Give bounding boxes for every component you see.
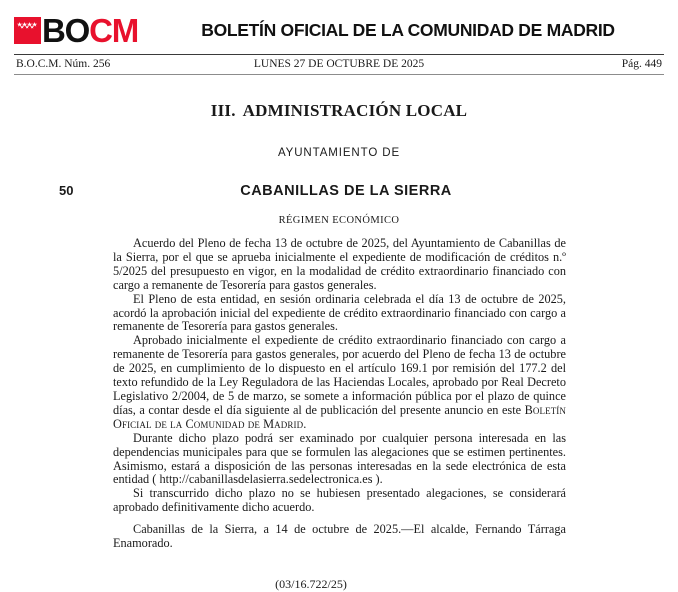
bulletin-name-reference: Boletín Oficial de la Comunidad de Madrid <box>113 402 566 431</box>
logo-text-bo: BO <box>42 11 90 49</box>
paragraph-2: El Pleno de esta entidad, en sesión ordinaria celebrada el día 13 de octubre de 2025, acordó la aprobación inicial del expediente de crédito extraordinario financiado con cargo a remanente de Tesorería para gastos generales. <box>113 291 566 334</box>
masthead <box>0 0 678 49</box>
madrid-flag-stars-icon <box>14 17 41 44</box>
paragraph-3 <box>113 334 566 431</box>
paragraph-1: Acuerdo del Pleno de fecha 13 de octubre de 2025, del Ayuntamiento de Cabanillas de la Sierra, por el que se aprueba inicialmente el expediente de modificación de créditos n.º 5/2025 del presupuesto en vigor, en la modalidad de crédito extraordinario financiado con cargo a remanente de Tesorería para gastos generales. <box>113 236 566 292</box>
entry-subject: RÉGIMEN ECONÓMICO <box>278 215 400 226</box>
paragraph-5: Si transcurrido dicho plazo no se hubiesen presentado alegaciones, se considerará aprobado definitivamente dicho acuerdo. <box>113 486 566 515</box>
header-rule-bottom <box>14 74 664 75</box>
entry-header <box>0 183 678 201</box>
paragraph-3-part-2: . <box>303 416 307 431</box>
running-head <box>14 55 664 74</box>
issue-number: B.O.C.M. Núm. 256 <box>16 58 111 70</box>
paragraph-3-part-1: Aprobado inicialmente el expediente de crédito extraordinario financiado con cargo a remanente de Tesorería para gastos generales, por acuerdo del Pleno de fecha 13 de octubre de 2025, en cumplimiento de lo dispuesto en el artículo 169.1 por remisión del 177.2 del texto refundido de la Ley Reguladora de las Haciendas Locales, aprobado por Real Decreto Legislativo 2/2004, de 5 de marzo, se somete a información pública por el plazo de quince días, a contar desde el día siguiente al de publicación del presente anuncio en este <box>113 333 566 417</box>
section-title-text: ADMINISTRACIÓN LOCAL <box>242 101 468 120</box>
logo-text-cm: CM <box>89 11 139 49</box>
document-reference-code: (03/16.722/25) <box>275 576 347 591</box>
paragraph-signature: Cabanillas de la Sierra, a 14 de octubre de 2025.—El alcalde, Fernando Tárraga Enamorado. <box>113 522 566 551</box>
bocm-wordmark <box>42 11 139 49</box>
page-number: Pág. 449 <box>621 58 662 70</box>
masthead-title: BOLETÍN OFICIAL DE LA COMUNIDAD DE MADRID <box>201 19 615 40</box>
organization-type: AYUNTAMIENTO DE <box>277 147 401 159</box>
body-text <box>113 237 566 551</box>
bocm-logo <box>14 11 139 49</box>
section-numeral: III. <box>210 101 236 120</box>
entry-number: 50 <box>59 183 74 198</box>
paragraph-4: Durante dicho plazo podrá ser examinado por cualquier persona interesada en las dependencias municipales para que se formulen las alegaciones que se estimen pertinentes. Asimismo, estará a disposición de las personas interesadas en la sede electrónica de esta entidad ( http://cabanillasdelasierra.sedelectronica.es ). <box>113 430 566 487</box>
entry-name: CABANILLAS DE LA SIERRA <box>240 183 452 199</box>
section-title <box>0 101 678 121</box>
publication-date: LUNES 27 DE OCTUBRE DE 2025 <box>253 58 425 70</box>
